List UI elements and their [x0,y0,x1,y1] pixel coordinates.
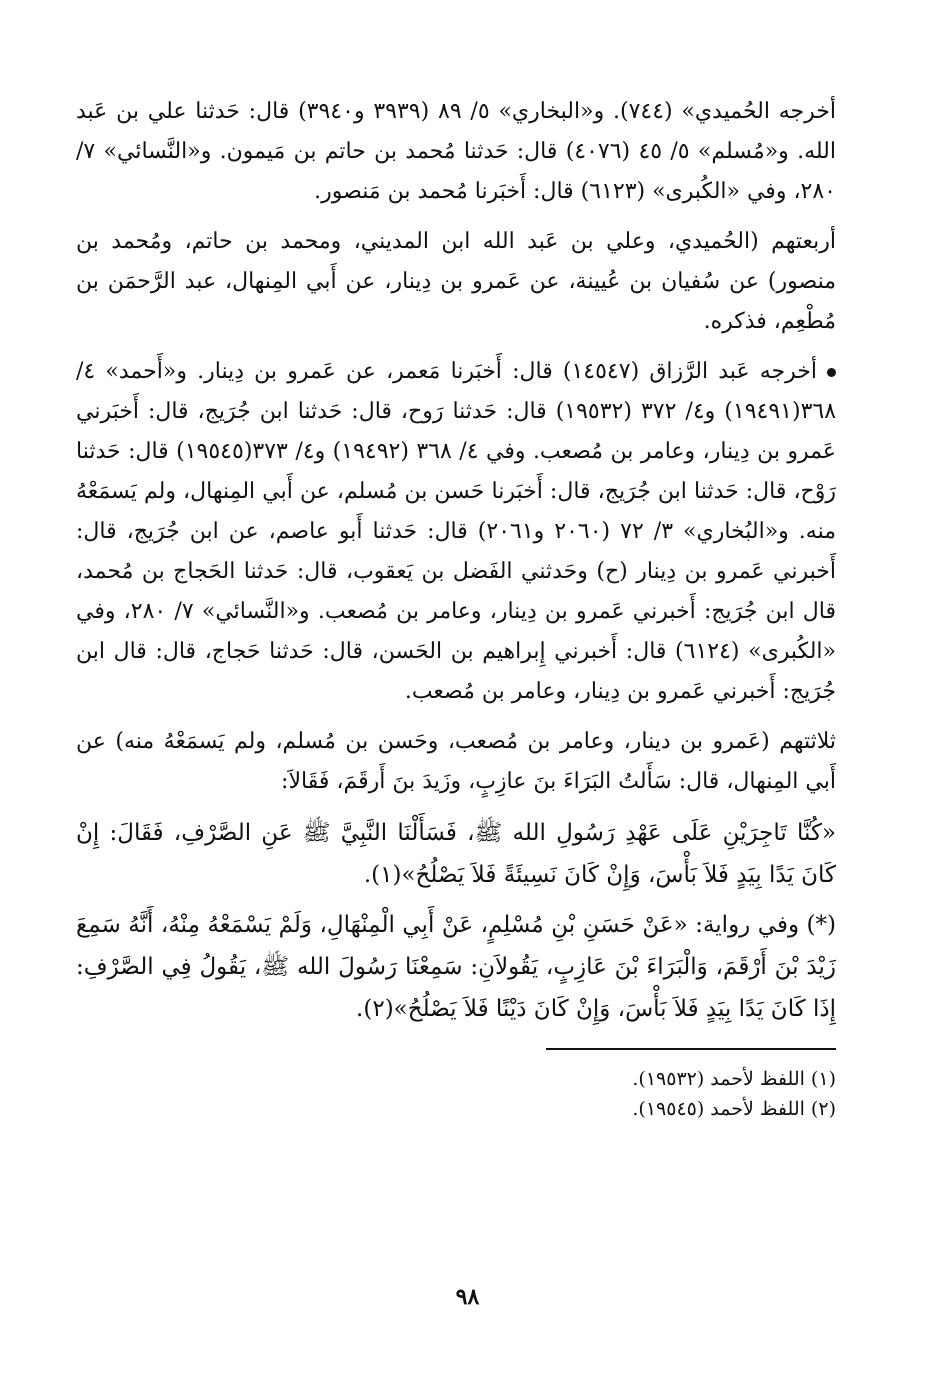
hadith-variant: (*) وفي رواية: «عَنْ حَسَنِ بْنِ مُسْلِمٍ، عَنْ أَبِي الْمِنْهَالِ، وَلَمْ يَسْمَعْهُ مِنْهُ، أَنَّهُ سَمِعَ زَيْدَ بْنَ أَرْقَمَ، وَالْبَرَاءَ بْنَ عَازِبٍ، يَقُولاَنِ: سَمِعْنَا رَسُولَ الله ﷺ، يَقُولُ فِي الصَّرْفِ: إِذَا كَانَ يَدًا بِيَدٍ فَلاَ بَأْسَ، وَإِنْ كَانَ دَيْنًا فَلاَ يَصْلُحُ»(٢). [76,912,836,1022]
page-body [76,92,836,1124]
paragraph-takhrij-1: أخرجه الحُميدي» (٧٤٤). و«البخاري» ٥/ ٨٩ (٣٩٣٩ و٣٩٤٠) قال: حَدثنا علي بن عَبد الله. و«مُسلم» ٥/ ٤٥ (٤٠٧٦) قال: حَدثنا مُحمد بن حاتم بن مَيمون. و«النَّسائي» ٧/ ٢٨٠، وفي «الكُبرى» (٦١٢٣) قال: أَخبَرنا مُحمد بن مَنصور. [76,99,837,204]
paragraph-summary-1: أربعتهم (الحُميدي، وعلي بن عَبد الله ابن المديني، ومحمد بن حاتم، ومُحمد بن منصور) عن سُفيان بن عُيينة، عن عَمرو بن دِينار، عن أَبي المِنهال، عبد الرَّحمَن بن مُطْعِم، فذكره. [76,229,836,334]
bullet-icon [827,368,836,377]
hadith-text: «كُنَّا تَاجِرَيْنِ عَلَى عَهْدِ رَسُولِ الله ﷺ، فَسَأَلْنَا النَّبِيَّ ﷺ عَنِ الصَّرْفِ، فَقَالَ: إِنْ كَانَ يَدًا بِيَدٍ فَلاَ بَأْسَ، وَإِنْ كَانَ نَسِيئَةً فَلاَ يَصْلُحُ»(١). [76,820,836,888]
footnote-1: (١) اللفظ لأحمد (١٩٥٣٢). [632,1068,836,1090]
footnote-divider [546,1048,836,1050]
paragraph-summary-2: ثلاثتهم (عَمرو بن دينار، وعامر بن مُصعب، وحَسن بن مُسلم، ولم يَسمَعْهُ منه) عن أَبي المِنهال، قال: سَأَلتُ البَرَاءَ بنَ عازِبٍ، وزَيدَ بنَ أَرقَمَ، فَقَالاَ: [76,729,836,794]
page-number: ٩٨ [455,1284,480,1310]
footnote-2: (٢) اللفظ لأحمد (١٩٥٤٥). [632,1098,836,1120]
paragraph-takhrij-2 [76,352,836,712]
paragraph-takhrij-2-text: أخرجه عَبد الرَّزاق (١٤٥٤٧) قال: أَخبَرنا مَعمر، عن عَمرو بن دِينار. و«أَحمد» ٤/ ٣٦٨(١٩٤٩١) و٤/ ٣٧٢ (١٩٥٣٢) قال: حَدثنا رَوح، قال: حَدثنا ابن جُرَيج، قال: أَخبَرني عَمرو بن دِينار، وعامر بن مُصعب. وفي ٤/ ٣٦٨ (١٩٤٩٢) و٤/ ٣٧٣(١٩٥٤٥) قال: حَدثنا رَوْح، قال: حَدثنا ابن جُرَيج، قال: أَخبَرنا حَسن بن مُسلم، عن أَبي المِنهال، ولم يَسمَعْهُ منه. و«البُخاري» ٣/ ٧٢ (٢٠٦٠ و٢٠٦١) قال: حَدثنا أَبو عاصم، عن ابن جُرَيج، قال: أَخبرني عَمرو بن دِينار (ح) وحَدثني الفَضل بن يَعقوب، قال: حَدثنا الحَجاج بن مُحمد، قال ابن جُرَيج: أَخبرني عَمرو بن دِينار، وعامر بن مُصعب. و«النَّسائي» ٧/ ٢٨٠، وفي «الكُبرى» (٦١٢٤) قال: أَخبرني إِبراهيم بن الحَسن، قال: حَدثنا حَجاج، قال: قال ابن جُرَيج: أَخبرني عَمرو بن دِينار، وعامر بن مُصعب. [76,359,837,704]
